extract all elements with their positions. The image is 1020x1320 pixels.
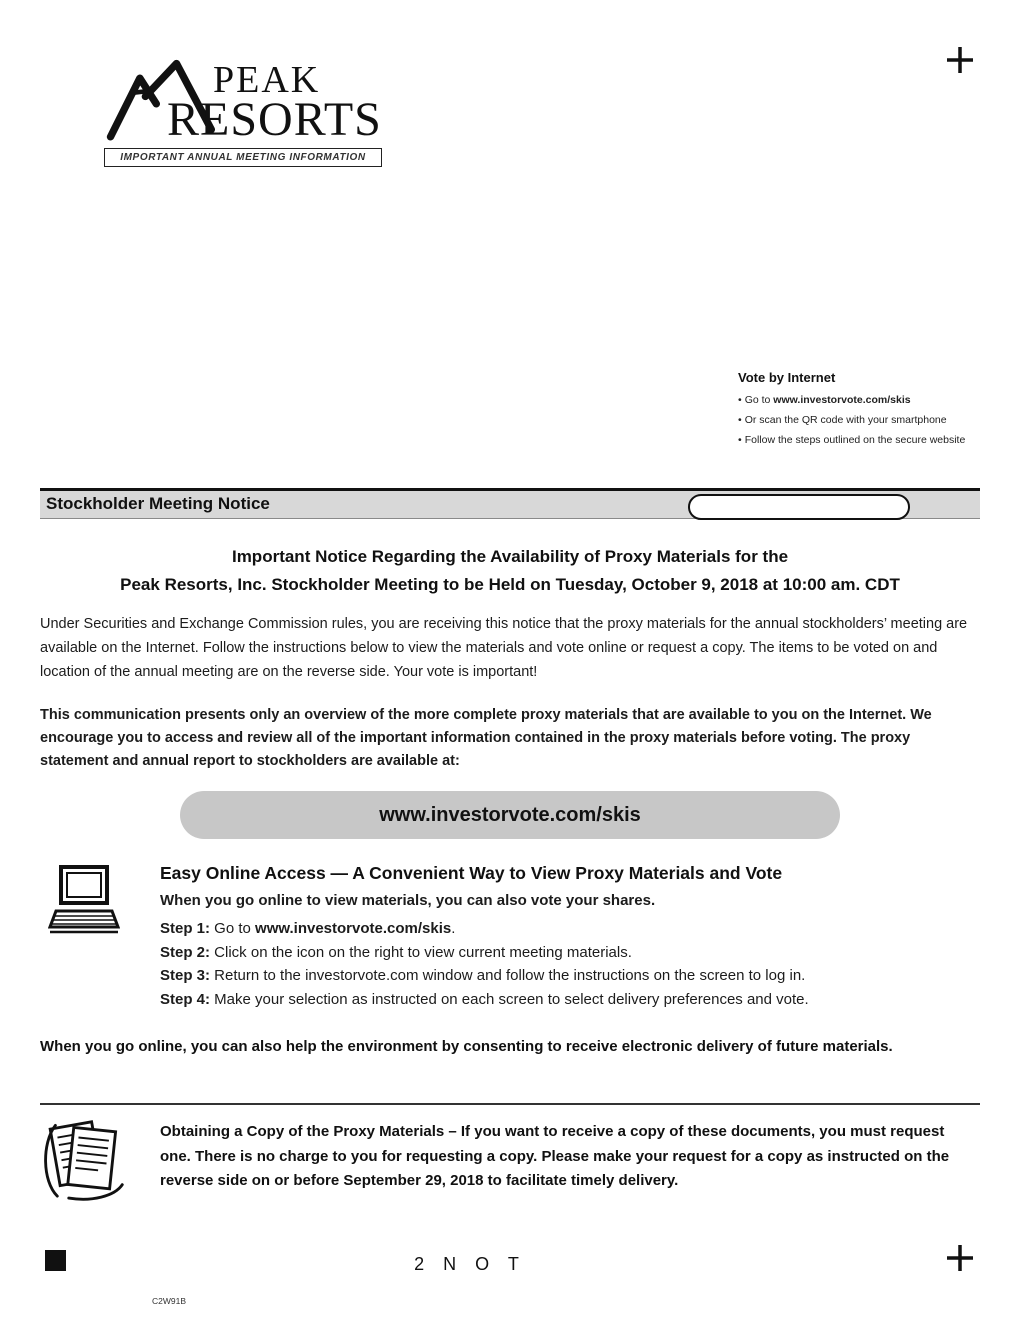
documents-icon <box>42 1110 128 1202</box>
vote-bullet-qr <box>738 410 984 430</box>
step-2-label: Step 2: <box>160 943 211 961</box>
availability-heading <box>40 543 980 599</box>
step-1-url: www.investorvote.com/skis <box>255 920 452 937</box>
step-1 <box>160 917 980 941</box>
overview-paragraph: This communication presents only an overview of the more complete proxy materials that are available to you on the Internet. We encourage you to access and review all of the important information contained in the proxy materials before voting. The proxy statement and annual report to stockholders are available at: <box>40 707 932 769</box>
vote-bullet3-text: Follow the steps outlined on the secure website <box>744 434 966 446</box>
step-4-label: Step 4: <box>160 990 211 1008</box>
notice-bar-title: Stockholder Meeting Notice <box>46 494 270 513</box>
bullet-dot-icon: • <box>738 394 742 406</box>
environment-note: When you go online, you can also help the environment by consenting to receive electronic delivery of future materials. <box>40 1038 893 1055</box>
step-3-label: Step 3: <box>160 967 211 984</box>
easy-online-access-section <box>160 863 980 1011</box>
step-4-text: Make your selection as instructed on each screen to select delivery preferences and vote. <box>210 990 809 1008</box>
bullet-dot-icon: • <box>738 414 742 426</box>
registration-plus-icon-bottom <box>946 1244 974 1272</box>
step-3 <box>160 964 980 988</box>
notice-bar-blank-oval <box>688 494 910 520</box>
vote-bullet1-url: www.investorvote.com/skis <box>773 394 911 406</box>
notice-title-bar <box>40 488 980 519</box>
form-code: C2W91B <box>152 1296 187 1306</box>
step-1-label: Step 1: <box>160 920 211 937</box>
annual-meeting-banner: IMPORTANT ANNUAL MEETING INFORMATION <box>104 148 382 167</box>
registration-square-mark <box>45 1250 66 1271</box>
intro-paragraph: Under Securities and Exchange Commission rules, you are receiving this notice that the proxy materials for the annual stockholders’ meeting are available on the Internet. Follow the instructions below to view the materials and vote online or request a copy. The items to be voted on and location of the annual meeting are on the reverse side. Your vote is important! <box>40 616 968 680</box>
easy-access-title: Easy Online Access — A Convenient Way to View Proxy Materials and Vote <box>160 863 783 883</box>
obtaining-copy-paragraph: Obtaining a Copy of the Proxy Materials – If you want to receive a copy of these documents, you must request one. There is no charge to you for requesting a copy. Please make your request for a copy as instructed on the reverse side on or before September 29, 2018 to facilitate timely delivery. <box>160 1123 950 1189</box>
logo-text-peak: PEAK <box>213 59 321 101</box>
step-3-text: Return to the investorvote.com window and follow the instructions on the screen to log in. <box>210 967 806 984</box>
step-2-text: Click on the icon on the right to view current meeting materials. <box>210 943 632 961</box>
footer-center-mark: 2 N O T <box>414 1254 526 1274</box>
step-1-text: Go to <box>210 920 256 937</box>
logo-text-resorts: RESORTS <box>167 93 382 146</box>
computer-icon <box>48 864 120 942</box>
vote-bullet-go-to <box>738 390 984 410</box>
availability-heading-line1: Important Notice Regarding the Availability of Proxy Materials for the <box>231 547 789 566</box>
registration-plus-icon <box>946 46 974 74</box>
availability-heading-line2: Peak Resorts, Inc. Stockholder Meeting to be Held on Tuesday, October 9, 2018 at 10:00 am. CDT <box>120 575 900 594</box>
section-divider <box>40 1103 980 1105</box>
step-4 <box>160 988 980 1012</box>
vote-by-internet-block <box>738 368 984 450</box>
vote-bullet2-text: Or scan the QR code with your smartphone <box>744 414 947 426</box>
vote-by-internet-title: Vote by Internet <box>738 370 836 385</box>
vote-bullet1-prefix: Go to <box>744 394 774 406</box>
easy-access-subtitle: When you go online to view materials, you can also vote your shares. <box>160 892 656 909</box>
bullet-dot-icon: • <box>738 434 742 446</box>
step-2 <box>160 941 980 965</box>
vote-bullet-steps <box>738 430 984 450</box>
investorvote-url-banner: www.investorvote.com/skis <box>180 791 840 839</box>
step-1-suffix: . <box>451 920 456 937</box>
